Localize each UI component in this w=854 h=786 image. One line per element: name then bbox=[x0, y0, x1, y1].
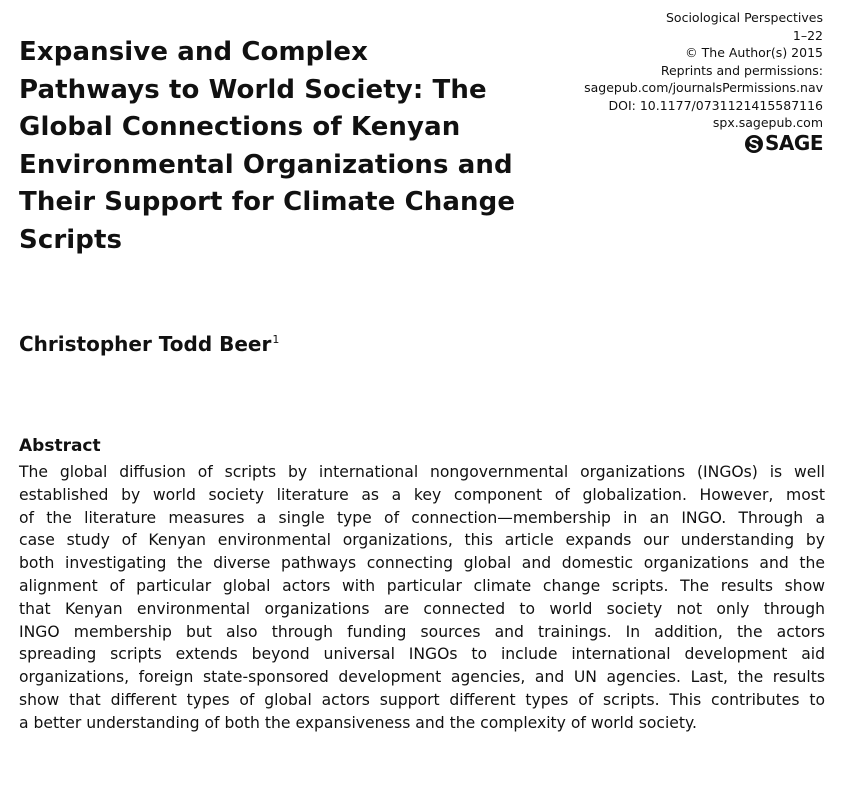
abstract-heading: Abstract bbox=[19, 436, 101, 456]
abstract-line: The global diffusion of scripts by international nongovernmental organizations (INGOs) is well bbox=[19, 463, 825, 481]
title-line: Their Support for Climate Change bbox=[19, 187, 516, 217]
title-line: Environmental Organizations and bbox=[19, 149, 513, 180]
abstract-line: a better understanding of both the expansiveness and the complexity of world society. bbox=[19, 713, 697, 732]
title-line: Scripts bbox=[19, 224, 123, 255]
abstract-line: established by world society literature as a key component of globalization. However, most bbox=[19, 485, 825, 504]
journal-metadata bbox=[584, 9, 823, 158]
abstract-body bbox=[19, 461, 825, 735]
abstract-line: both investigating the diverse pathways connecting global and domestic organizations and the bbox=[19, 554, 825, 573]
title-line: Expansive and Complex bbox=[19, 37, 368, 67]
journal-name: Sociological Perspectives bbox=[666, 10, 823, 25]
author-name: Christopher Todd Beer bbox=[19, 332, 272, 356]
reprints-link[interactable]: sagepub.com/journalsPermissions.nav bbox=[584, 80, 823, 95]
title-line: Global Connections of Kenyan bbox=[19, 112, 461, 142]
reprints-label: Reprints and permissions: bbox=[660, 62, 823, 78]
abstract-line: of the literature measures a single type of connection—membership in an INGO. Through a bbox=[19, 508, 825, 527]
copyright-notice: © The Author(s) 2015 bbox=[685, 45, 823, 60]
author-affiliation-marker: 1 bbox=[272, 333, 280, 346]
sage-logo bbox=[744, 130, 823, 155]
abstract-line: that Kenyan environmental organizations are connected to world society not only through bbox=[19, 599, 825, 618]
title-line: Pathways to World Society: The bbox=[19, 74, 487, 105]
abstract-line: case study of Kenyan environmental organizations, this article expands our understanding by bbox=[19, 531, 825, 550]
abstract-line: INGO membership but also through funding sources and trainings. In addition, the actors bbox=[19, 622, 825, 641]
article-title bbox=[19, 34, 579, 259]
page-range: 1–22 bbox=[792, 27, 823, 43]
sage-logo-text: SAGE bbox=[765, 130, 823, 155]
author-line bbox=[19, 332, 279, 356]
journal-site-link[interactable]: spx.sagepub.com bbox=[712, 115, 823, 130]
abstract-line: alignment of particular global actors with particular climate change scripts. The results show bbox=[19, 576, 825, 595]
abstract-line: spreading scripts extends beyond universal INGOs to include international development aid bbox=[19, 645, 825, 664]
doi[interactable]: DOI: 10.1177/0731121415587116 bbox=[608, 97, 823, 113]
sage-logo-icon bbox=[744, 134, 764, 154]
abstract-line: show that different types of global actors support different types of scripts. This contributes to bbox=[19, 690, 825, 709]
abstract-line: organizations, foreign state-sponsored development agencies, and UN agencies. Last, the results bbox=[19, 668, 825, 687]
